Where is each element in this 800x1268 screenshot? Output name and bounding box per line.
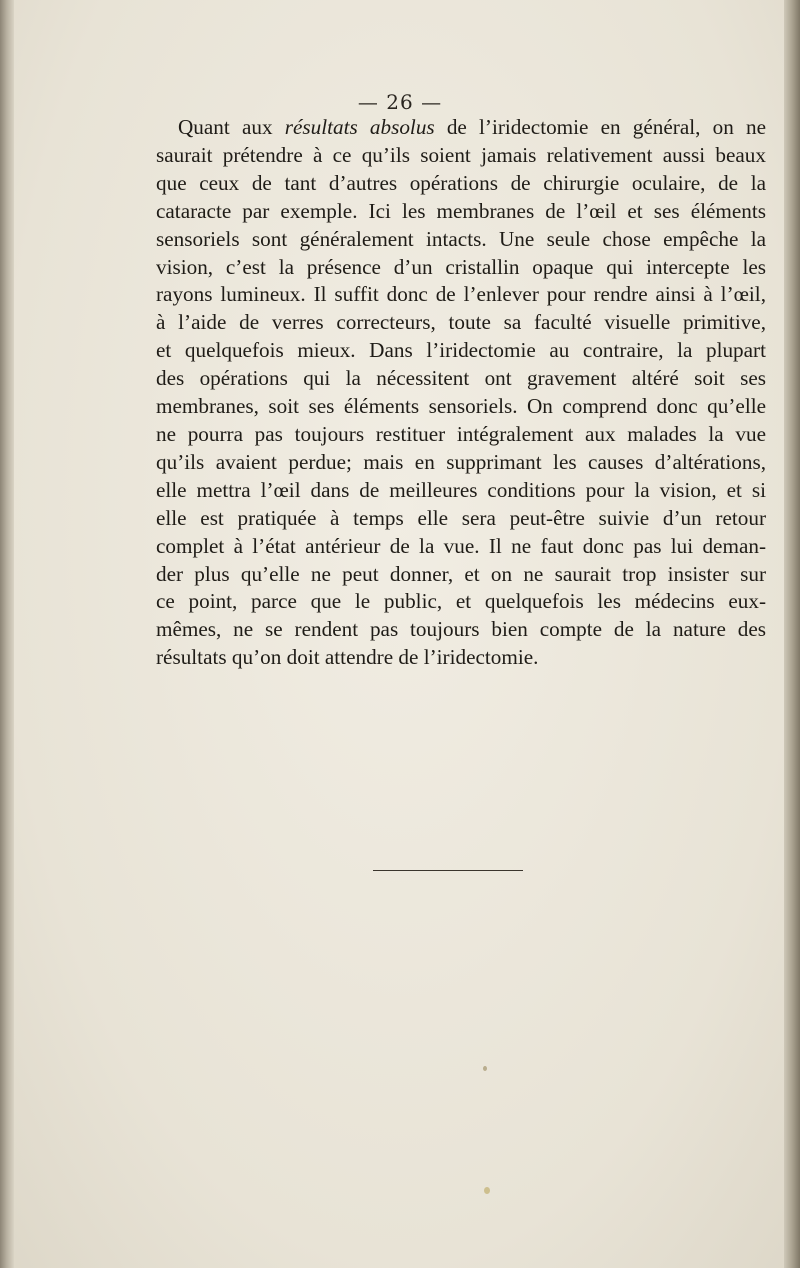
text-line: des opérations qui la nécessitent ont gravement altéré soit ses — [156, 366, 766, 391]
text-line: complet à l’état antérieur de la vue. Il ne faut donc pas lui deman- — [156, 533, 766, 558]
text-line: elle est pratiquée à temps elle sera peut-être suivie d’un retour — [156, 505, 766, 530]
page-left-edge — [0, 0, 14, 1268]
text-line: cataracte par exemple. Ici les membranes de l’œil et ses éléments — [156, 198, 766, 223]
page-number: — 26 — — [357, 90, 443, 114]
text-line: sensoriels sont généralement intacts. Une seule chose empêche la — [156, 226, 766, 251]
text-line: mêmes, ne se rendent pas toujours bien compte de la nature des — [156, 617, 766, 642]
text-line: ne pourra pas toujours restituer intégralement aux malades la vue — [156, 421, 766, 446]
page-right-edge — [784, 0, 800, 1268]
text-line: ce point, parce que le public, et quelquefois les médecins eux- — [156, 589, 766, 614]
text-line: rayons lumineux. Il suffit donc de l’enlever pour rendre ainsi à l’œil, — [156, 282, 766, 307]
text-line: résultats qu’on doit attendre de l’iridectomie. — [156, 645, 539, 670]
text-line: Quant aux résultats absolus de l’iridectomie en général, on ne — [178, 115, 766, 139]
body-paragraph — [156, 114, 766, 672]
section-divider-rule — [373, 870, 523, 871]
italic-phrase: résultats absolus — [284, 115, 435, 139]
paper-speck — [484, 1187, 490, 1194]
text-line: der plus qu’elle ne peut donner, et on ne saurait trop insister sur — [156, 561, 766, 586]
text-line: qu’ils avaient perdue; mais en supprimant les causes d’altérations, — [156, 449, 766, 474]
text-line: vision, c’est la présence d’un cristallin opaque qui intercepte les — [156, 254, 766, 279]
paper-speck — [483, 1066, 487, 1071]
text-line: à l’aide de verres correcteurs, toute sa faculté visuelle primitive, — [156, 310, 766, 335]
text-line: saurait prétendre à ce qu’ils soient jamais relativement aussi beaux — [156, 142, 766, 167]
text-line: elle mettra l’œil dans de meilleures conditions pour la vision, et si — [156, 477, 766, 502]
text-line: membranes, soit ses éléments sensoriels. On comprend donc qu’elle — [156, 394, 766, 419]
text-line: et quelquefois mieux. Dans l’iridectomie au contraire, la plupart — [156, 338, 766, 363]
text-line: que ceux de tant d’autres opérations de chirurgie oculaire, de la — [156, 170, 766, 195]
